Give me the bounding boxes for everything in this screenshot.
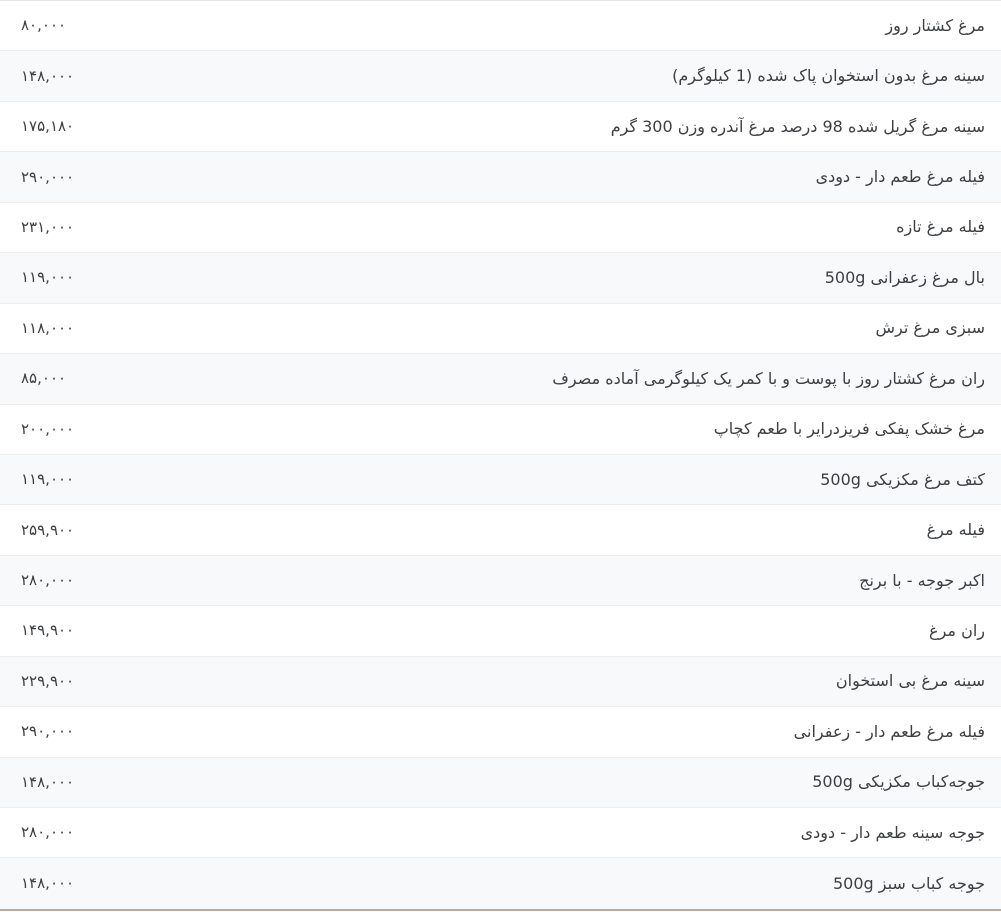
table-row [0,102,1001,152]
product-price: ۱۴۸,۰۰۰ [21,66,75,85]
product-price: ۲۸۰,۰۰۰ [21,571,75,590]
table-row [0,51,1001,101]
table-row [0,657,1001,707]
product-name: کتف مرغ مکزیکی 500g [820,469,985,489]
product-price: ۱۱۹,۰۰۰ [21,268,75,287]
product-name: ران مرغ [929,620,985,640]
product-price: ۱۱۹,۰۰۰ [21,470,75,489]
product-name: فیله مرغ تازه [896,217,985,237]
product-price: ۱۱۸,۰۰۰ [21,318,75,337]
product-name: مرغ خشک پفکی فریزدرایر با طعم کچاپ [713,419,985,439]
table-row [0,606,1001,656]
product-name: سبزی مرغ ترش [875,318,985,338]
bottom-gap [0,911,1001,914]
product-price: ۸۰,۰۰۰ [21,16,67,35]
table-row [0,354,1001,404]
table-row [0,203,1001,253]
table-row [0,556,1001,606]
product-price: ۱۴۸,۰۰۰ [21,874,75,893]
product-name: فیله مرغ طعم دار - دودی [815,167,985,187]
product-name: فیله مرغ [926,520,985,540]
table-row [0,405,1001,455]
table-row [0,304,1001,354]
table-row [0,152,1001,202]
product-price: ۲۰۰,۰۰۰ [21,419,75,438]
product-name: جوجه‌کباب مکزیکی 500g [812,772,985,792]
product-price: ۲۹۰,۰۰۰ [21,722,75,741]
product-price: ۱۴۸,۰۰۰ [21,772,75,791]
product-name: فیله مرغ طعم دار - زعفرانی [793,721,985,741]
product-name: سینه مرغ گریل شده 98 درصد مرغ آندره وزن 300 گرم [610,116,985,136]
table-row [0,455,1001,505]
product-name: جوجه کباب سبز 500g [832,873,985,893]
table-row [0,505,1001,555]
table-row [0,1,1001,51]
product-price: ۲۲۹,۹۰۰ [21,671,75,690]
product-price: ۱۴۹,۹۰۰ [21,621,75,640]
table-row [0,858,1001,908]
table-row [0,758,1001,808]
product-name: ران مرغ کشتار روز با پوست و با کمر یک کیلوگرمی آماده مصرف [552,368,985,388]
product-name: سینه مرغ بدون استخوان پاک شده (1 کیلوگرم) [672,66,985,86]
table-row [0,253,1001,303]
product-name: بال مرغ زعفرانی 500g [824,267,985,287]
product-name: سینه مرغ بی استخوان [835,671,985,691]
product-name: جوجه سینه طعم دار - دودی [800,822,985,842]
product-price: ۲۸۰,۰۰۰ [21,823,75,842]
product-name: مرغ کشتار روز [885,15,985,35]
product-price: ۲۳۱,۰۰۰ [21,217,75,236]
product-price: ۲۹۰,۰۰۰ [21,167,75,186]
product-name: اکبر جوجه - با برنج [859,570,985,590]
product-price: ۱۷۵,۱۸۰ [21,117,75,136]
table-row [0,808,1001,858]
table-row [0,707,1001,757]
product-price: ۸۵,۰۰۰ [21,369,67,388]
product-price: ۲۵۹,۹۰۰ [21,520,75,539]
